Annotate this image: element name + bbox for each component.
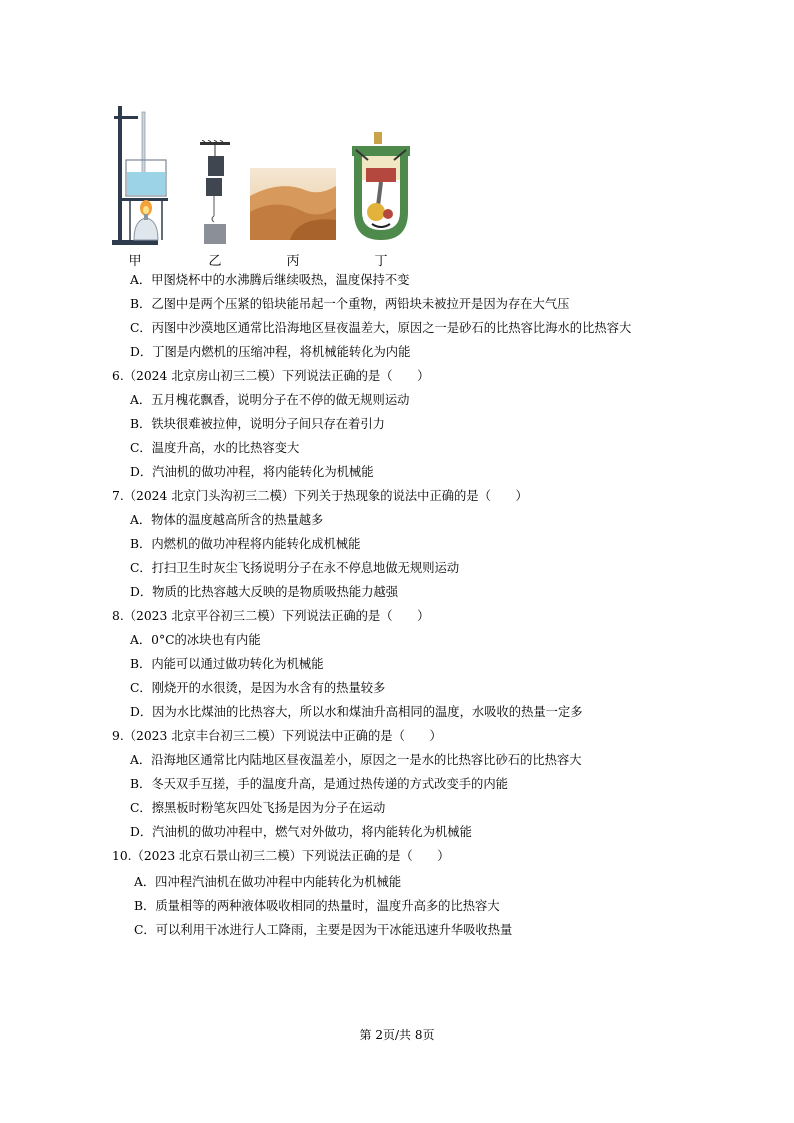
q6-option-c: C．温度升高，水的比热容变大 [130,441,300,455]
q5-option-d: D．丁图是内燃机的压缩冲程，将机械能转化为内能 [130,345,411,359]
q8-option-a: A．0°C的冰块也有内能 [130,633,261,647]
lead-blocks-figure [196,140,236,248]
q5-option-c: C．丙图中沙漠地区通常比沿海地区昼夜温差大，原因之一是砂石的比热容比海水的比热容大 [130,321,632,335]
q9-option-c: C．擦黑板时粉笔灰四处飞扬是因为分子在运动 [130,801,386,815]
q9-option-b: B．冬天双手互搓，手的温度升高，是通过热传递的方式改变手的内能 [130,777,508,791]
figure-label-yi: 乙 [208,254,222,269]
beaker-heating-figure [108,102,168,247]
q10-option-c: C．可以利用干冰进行人工降雨，主要是因为干冰能迅速升华吸收热量 [134,923,513,937]
q8-option-b: B．内能可以通过做功转化为机械能 [130,657,324,671]
q7-option-c: C．打扫卫生时灰尘飞扬说明分子在永不停息地做无规则运动 [130,561,460,575]
q10-option-a: A．四冲程汽油机在做功冲程中内能转化为机械能 [134,875,402,889]
desert-photo [250,168,336,240]
q6-stem: 6.（2024 北京房山初三二模）下列说法正确的是（ ） [112,369,430,383]
q8-option-d: D．因为水比煤油的比热容大，所以水和煤油升高相同的温度，水吸收的热量一定多 [130,705,583,719]
q6-option-d: D．汽油机的做功冲程，将内能转化为机械能 [130,465,374,479]
q10-option-b: B．质量相等的两种液体吸收相同的热量时，温度升高多的比热容大 [134,899,500,913]
q10-stem: 10.（2023 北京石景山初三二模）下列说法正确的是（ ） [112,849,450,863]
q7-option-b: B．内燃机的做功冲程将内能转化成机械能 [130,537,361,551]
figure-label-bing: 丙 [286,254,300,269]
q7-stem: 7.（2024 北京门头沟初三二模）下列关于热现象的说法中正确的是（ ） [112,489,528,503]
q5-option-a: A．甲图烧杯中的水沸腾后继续吸热，温度保持不变 [130,273,410,287]
q6-option-a: A．五月槐花飘香，说明分子在不停的做无规则运动 [130,393,410,407]
q7-option-d: D．物质的比热容越大反映的是物质吸热能力越强 [130,585,399,599]
q5-option-b: B．乙图中是两个压紧的铅块能吊起一个重物，两铅块未被拉开是因为存在大气压 [130,297,570,311]
figures-row [108,102,448,269]
q9-option-d: D．汽油机的做功冲程中，燃气对外做功，将内能转化为机械能 [130,825,472,839]
q7-option-a: A．物体的温度越高所含的热量越多 [130,513,324,527]
figure-label-ding: 丁 [374,254,388,269]
figure-label-jia: 甲 [128,254,142,269]
q9-stem: 9.（2023 北京丰台初三二模）下列说法中正确的是（ ） [112,729,442,743]
q9-option-a: A．沿海地区通常比内陆地区昼夜温差小，原因之一是水的比热容比砂石的比热容大 [130,753,582,767]
q8-stem: 8.（2023 北京平谷初三二模）下列说法正确的是（ ） [112,609,430,623]
q8-option-c: C．刚烧开的水很烫，是因为水含有的热量较多 [130,681,386,695]
engine-cylinder-figure [348,132,414,244]
q6-option-b: B．铁块很难被拉伸，说明分子间只存在着引力 [130,417,385,431]
page-footer: 第 2页/共 8页 [359,1028,435,1042]
